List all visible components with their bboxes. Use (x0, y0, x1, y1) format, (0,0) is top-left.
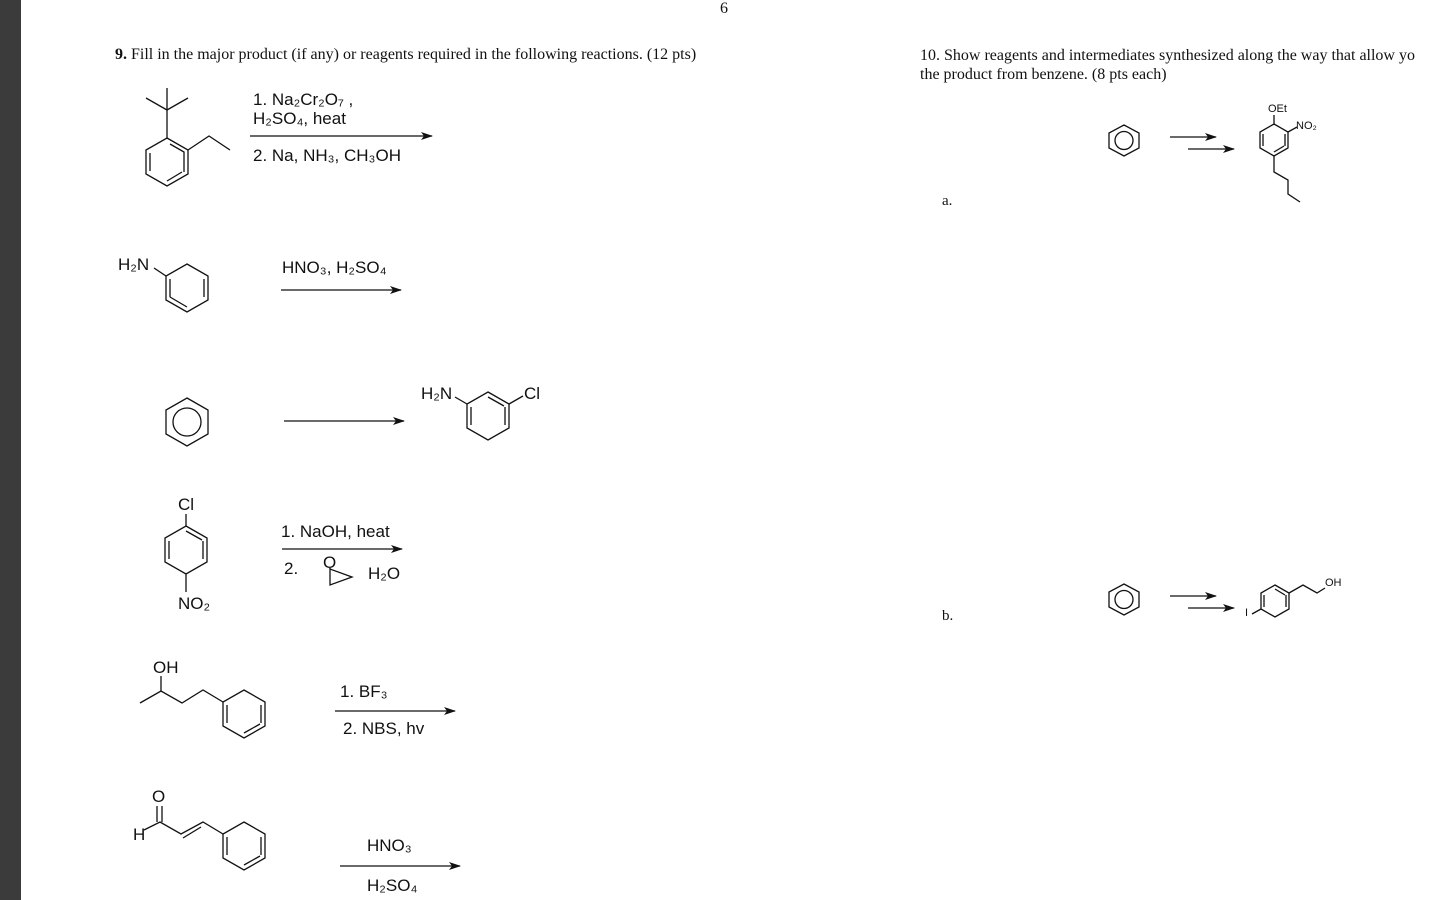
q10a-product-structure (1260, 115, 1300, 202)
r4-epoxide-oxygen: O (323, 553, 337, 572)
question-10-line-1: 10. Show reagents and intermediates synthesized along the way that allow yo (920, 47, 1415, 64)
q10b-benzene (1109, 584, 1139, 615)
question-10-line-2: the product from benzene. (8 pts each) (920, 66, 1167, 83)
r1-step1b: H₂SO₄, heat (253, 109, 346, 128)
r4-reactant-structure (165, 514, 207, 592)
r1-ethyl-chain (188, 136, 230, 150)
r1-step1: 1. Na₂Cr₂O₇ , (253, 90, 354, 109)
q10b-iodo-substituent: I (1245, 607, 1249, 619)
r4-nitro-substituent: NO₂ (178, 594, 211, 613)
page-number: 6 (720, 0, 728, 17)
q10b-hydroxyl-substituent: OH (1325, 577, 1342, 589)
r2-reagent: HNO₃, H₂SO₄ (282, 258, 387, 277)
r1-reactant-structure (146, 88, 230, 186)
r2-amine-substituent: H₂N (118, 255, 150, 274)
r1-benzene-ring (146, 138, 188, 186)
r5-hydroxyl-substituent: OH (153, 658, 179, 677)
r6-reagent-top: HNO₃ (367, 836, 412, 855)
r3-product-amine: H₂N (421, 384, 453, 403)
r5-step1: 1. BF₃ (340, 682, 388, 701)
r4-step2-number: 2. (284, 559, 299, 578)
r6-aldehyde-hydrogen: H (133, 825, 146, 844)
question-9-number: 9. (115, 46, 127, 63)
q10b-product-structure (1252, 585, 1325, 617)
r4-epoxide-structure (330, 568, 352, 585)
r3-product-structure (455, 392, 523, 440)
r4-chloro-substituent: Cl (178, 495, 195, 514)
q10a-benzene (1109, 125, 1139, 156)
q10-part-b-label: b. (942, 608, 954, 624)
r6-reactant-structure (144, 806, 265, 870)
r3-product-chloro: Cl (524, 384, 541, 403)
question-9-text: Fill in the major product (if any) or reagents required in the following reactions. (12 pts) (127, 46, 697, 63)
q10a-ethoxy-substituent: OEt (1268, 103, 1287, 115)
r5-reactant-structure (140, 676, 265, 738)
r4-step2-reagent: H₂O (368, 564, 401, 583)
r3-reactant-benzene (166, 398, 208, 446)
r6-reagent-bottom: H₂SO₄ (367, 876, 418, 895)
r4-step1: 1. NaOH, heat (281, 522, 390, 541)
r5-step2: 2. NBS, hv (343, 719, 425, 738)
q10a-nitro-substituent: NO₂ (1296, 120, 1317, 132)
r6-carbonyl-oxygen: O (152, 787, 166, 806)
r1-step2: 2. Na, NH₃, CH₃OH (253, 146, 401, 165)
r2-reactant-structure (154, 264, 208, 312)
q10-part-a-label: a. (942, 193, 953, 209)
